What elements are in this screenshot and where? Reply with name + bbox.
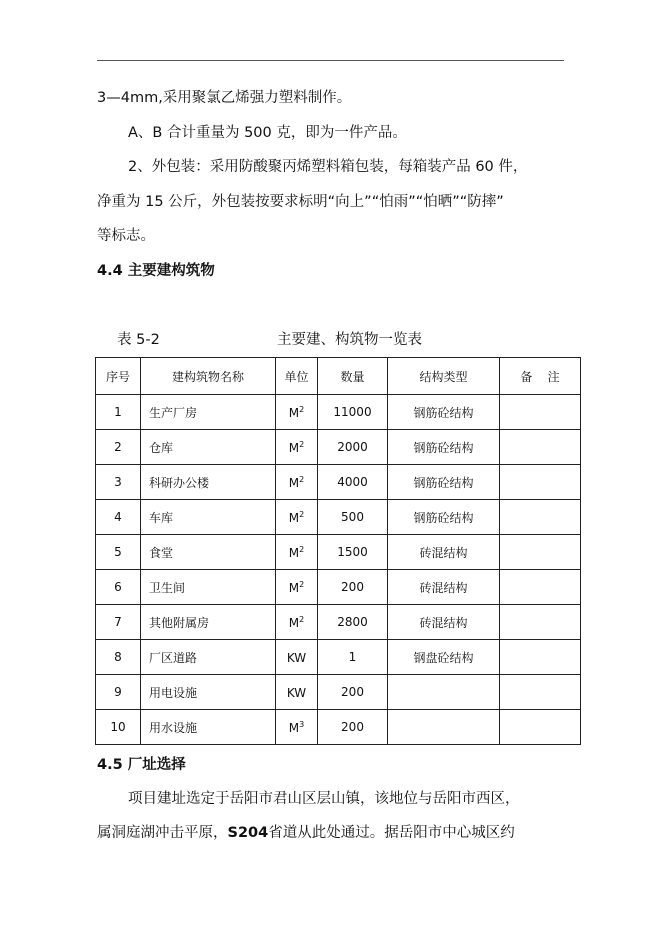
cell-no: 8 bbox=[96, 640, 141, 675]
cell-no: 3 bbox=[96, 465, 141, 500]
cell-name: 车库 bbox=[141, 500, 276, 535]
cell-structure: 砖混结构 bbox=[388, 570, 500, 605]
cell-qty: 2000 bbox=[318, 430, 388, 465]
cell-name: 食堂 bbox=[141, 535, 276, 570]
cell-qty: 1500 bbox=[318, 535, 388, 570]
cell-qty: 500 bbox=[318, 500, 388, 535]
header-structure: 结构类型 bbox=[388, 358, 500, 395]
cell-qty: 1 bbox=[318, 640, 388, 675]
header-qty: 数量 bbox=[318, 358, 388, 395]
paragraph-packaging-line3: 等标志。 bbox=[97, 228, 155, 244]
cell-unit: KW bbox=[276, 675, 318, 710]
cell-name: 生产厂房 bbox=[141, 395, 276, 430]
cell-unit: $M^2$ bbox=[276, 430, 318, 465]
section-heading-4-5: 4.5 厂址选择 bbox=[97, 757, 186, 773]
cell-structure: 钢筋砼结构 bbox=[388, 430, 500, 465]
cell-structure: 钢盘砼结构 bbox=[388, 640, 500, 675]
cell-remark bbox=[500, 430, 581, 465]
table-row bbox=[96, 430, 581, 465]
cell-no: 4 bbox=[96, 500, 141, 535]
section-heading-4-4: 4.4 主要建构筑物 bbox=[97, 263, 215, 279]
cell-remark bbox=[500, 395, 581, 430]
cell-name: 卫生间 bbox=[141, 570, 276, 605]
cell-unit: $M^2$ bbox=[276, 535, 318, 570]
cell-name: 仓库 bbox=[141, 430, 276, 465]
cell-remark bbox=[500, 500, 581, 535]
cell-structure: 钢筋砼结构 bbox=[388, 500, 500, 535]
paragraph-material: 3—4mm,采用聚氯乙烯强力塑料制作。 bbox=[97, 90, 352, 106]
cell-remark bbox=[500, 675, 581, 710]
table-row bbox=[96, 570, 581, 605]
cell-no: 9 bbox=[96, 675, 141, 710]
cell-no: 10 bbox=[96, 710, 141, 745]
paragraph-packaging-line1: 2、外包装：采用防酸聚丙烯塑料箱包装，每箱装产品 60 件， bbox=[128, 159, 528, 175]
road-code: S204 bbox=[227, 825, 269, 841]
cell-structure: 砖混结构 bbox=[388, 605, 500, 640]
cell-qty: 11000 bbox=[318, 395, 388, 430]
cell-qty: 200 bbox=[318, 710, 388, 745]
cell-no: 2 bbox=[96, 430, 141, 465]
cell-unit: $M^2$ bbox=[276, 395, 318, 430]
buildings-table bbox=[95, 357, 581, 745]
cell-remark bbox=[500, 605, 581, 640]
paragraph-weight: A、B 合计重量为 500 克，即为一件产品。 bbox=[128, 125, 407, 141]
cell-qty: 2800 bbox=[318, 605, 388, 640]
cell-qty: 200 bbox=[318, 570, 388, 605]
table-row bbox=[96, 605, 581, 640]
table-row bbox=[96, 535, 581, 570]
cell-qty: 4000 bbox=[318, 465, 388, 500]
cell-remark bbox=[500, 640, 581, 675]
cell-remark bbox=[500, 570, 581, 605]
header-no: 序号 bbox=[96, 358, 141, 395]
table-title: 主要建、构筑物一览表 bbox=[277, 332, 422, 348]
table-label: 表 5-2 bbox=[117, 332, 160, 348]
cell-unit: $M^3$ bbox=[276, 710, 318, 745]
cell-structure: 钢筋砼结构 bbox=[388, 465, 500, 500]
cell-structure bbox=[388, 710, 500, 745]
cell-structure bbox=[388, 675, 500, 710]
cell-name: 科研办公楼 bbox=[141, 465, 276, 500]
table-row bbox=[96, 710, 581, 745]
cell-name: 用水设施 bbox=[141, 710, 276, 745]
cell-structure: 砖混结构 bbox=[388, 535, 500, 570]
header-name: 建构筑物名称 bbox=[141, 358, 276, 395]
cell-no: 6 bbox=[96, 570, 141, 605]
table-row bbox=[96, 675, 581, 710]
cell-no: 7 bbox=[96, 605, 141, 640]
cell-no: 1 bbox=[96, 395, 141, 430]
table-row bbox=[96, 465, 581, 500]
cell-no: 5 bbox=[96, 535, 141, 570]
header-remark: 备 注 bbox=[500, 358, 581, 395]
cell-unit: $M^2$ bbox=[276, 570, 318, 605]
cell-unit: $M^2$ bbox=[276, 605, 318, 640]
table-row bbox=[96, 640, 581, 675]
cell-structure: 钢筋砼结构 bbox=[388, 395, 500, 430]
cell-name: 其他附属房 bbox=[141, 605, 276, 640]
header-rule bbox=[97, 60, 564, 61]
header-unit: 单位 bbox=[276, 358, 318, 395]
cell-remark bbox=[500, 465, 581, 500]
cell-unit: $M^2$ bbox=[276, 465, 318, 500]
cell-remark bbox=[500, 535, 581, 570]
cell-name: 用电设施 bbox=[141, 675, 276, 710]
cell-qty: 200 bbox=[318, 675, 388, 710]
cell-unit: $M^2$ bbox=[276, 500, 318, 535]
table-row bbox=[96, 395, 581, 430]
cell-name: 厂区道路 bbox=[141, 640, 276, 675]
table-header-row bbox=[96, 358, 581, 395]
cell-unit: KW bbox=[276, 640, 318, 675]
table-row bbox=[96, 500, 581, 535]
cell-remark bbox=[500, 710, 581, 745]
paragraph-site-line1: 项目建址选定于岳阳市君山区层山镇，该地位与岳阳市西区， bbox=[128, 791, 520, 807]
paragraph-site-line2: 属洞庭湖冲击平原，S204省道从此处通过。据岳阳市中心城区约 bbox=[97, 825, 515, 841]
paragraph-packaging-line2: 净重为 15 公斤，外包装按要求标明“向上”“怕雨”“怕晒”“防摔” bbox=[97, 194, 504, 210]
